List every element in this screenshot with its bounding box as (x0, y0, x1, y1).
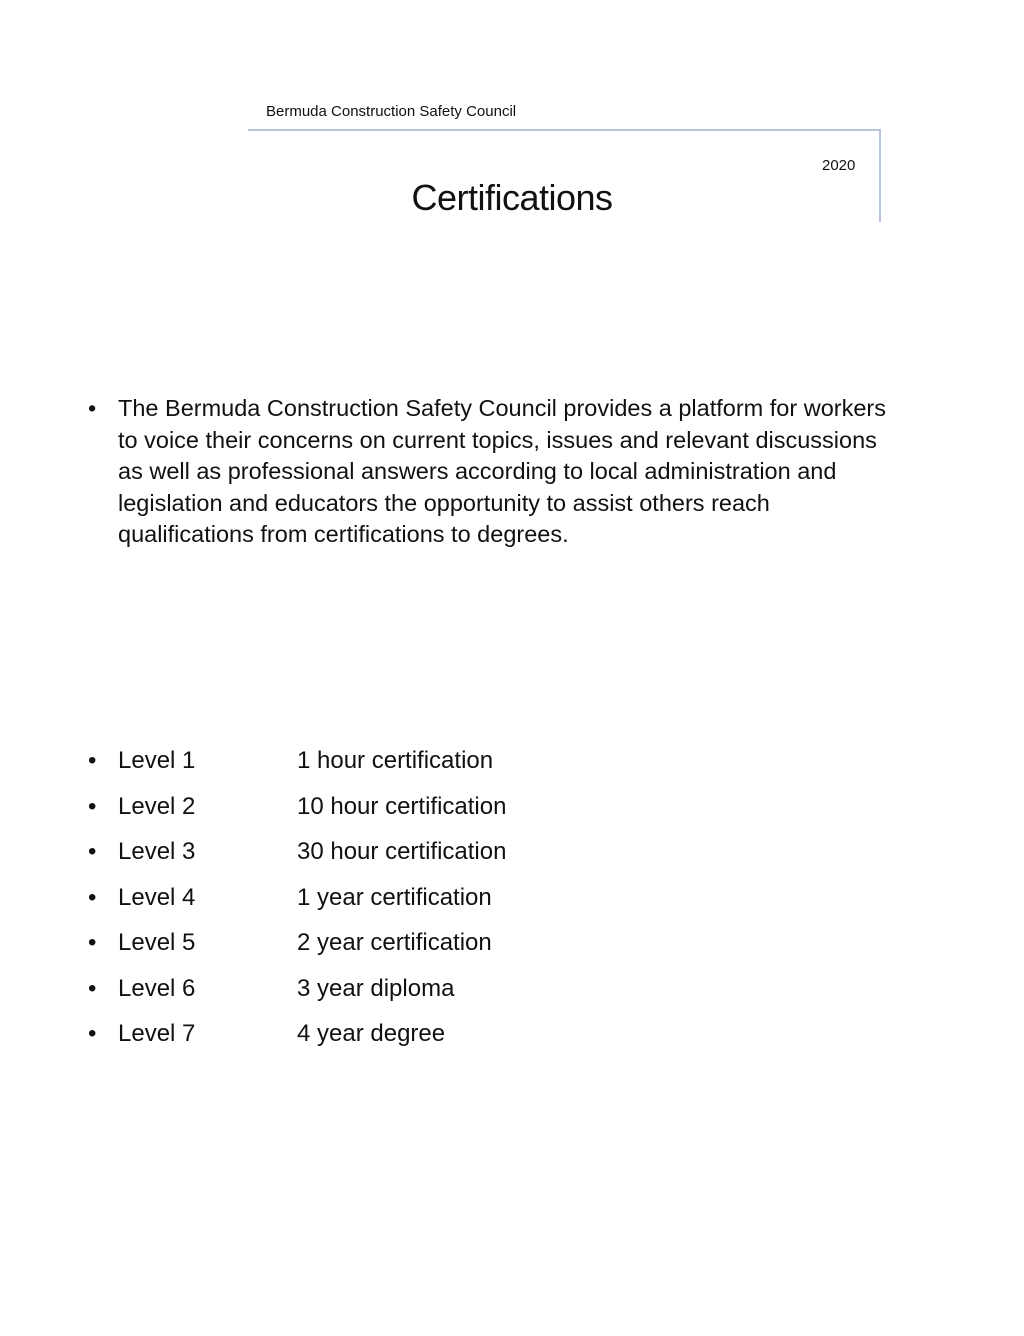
level-item (88, 746, 788, 792)
bullet-icon: • (88, 747, 97, 774)
bullet-icon: • (88, 1020, 97, 1047)
bullet-icon: • (88, 883, 97, 911)
level-label: Level 1 (118, 747, 196, 774)
level-label: Level 7 (118, 1020, 196, 1047)
bullet-icon: • (88, 395, 97, 421)
level-description: 2 year certification (297, 929, 492, 956)
levels-list (88, 746, 788, 1065)
level-description: 30 hour certification (297, 838, 507, 865)
level-description: 4 year degree (297, 1020, 446, 1047)
level-item (88, 837, 788, 883)
level-label: Level 2 (118, 792, 196, 820)
level-label: Level 4 (118, 883, 196, 911)
level-item (88, 1019, 788, 1065)
header-year: 2020 (822, 157, 856, 174)
level-description: 1 hour certification (297, 747, 494, 774)
level-description: 3 year diploma (297, 974, 455, 1002)
bullet-icon: • (88, 838, 97, 865)
bullet-icon: • (88, 792, 97, 820)
level-item (88, 883, 788, 929)
header-organization: Bermuda Construction Safety Council (266, 103, 517, 120)
page-title: Certifications (411, 177, 613, 218)
intro-text: The Bermuda Construction Safety Council provides a platform for workers to voice their concerns on current topics, issues and relevant discussions as well as professional answers according to local administration and legislation and educators the opportunity to assist others reach qualifications from certifications to degrees. (118, 395, 886, 548)
bullet-icon: • (88, 974, 97, 1002)
level-item (88, 974, 788, 1020)
level-label: Level 6 (118, 974, 196, 1002)
level-label: Level 3 (118, 838, 196, 865)
level-item (88, 928, 788, 974)
header-rule (248, 129, 881, 131)
level-item (88, 792, 788, 838)
level-description: 10 hour certification (297, 792, 507, 820)
level-label: Level 5 (118, 929, 196, 956)
intro-paragraph (88, 393, 908, 551)
bullet-icon: • (88, 929, 97, 956)
level-description: 1 year certification (297, 883, 492, 911)
